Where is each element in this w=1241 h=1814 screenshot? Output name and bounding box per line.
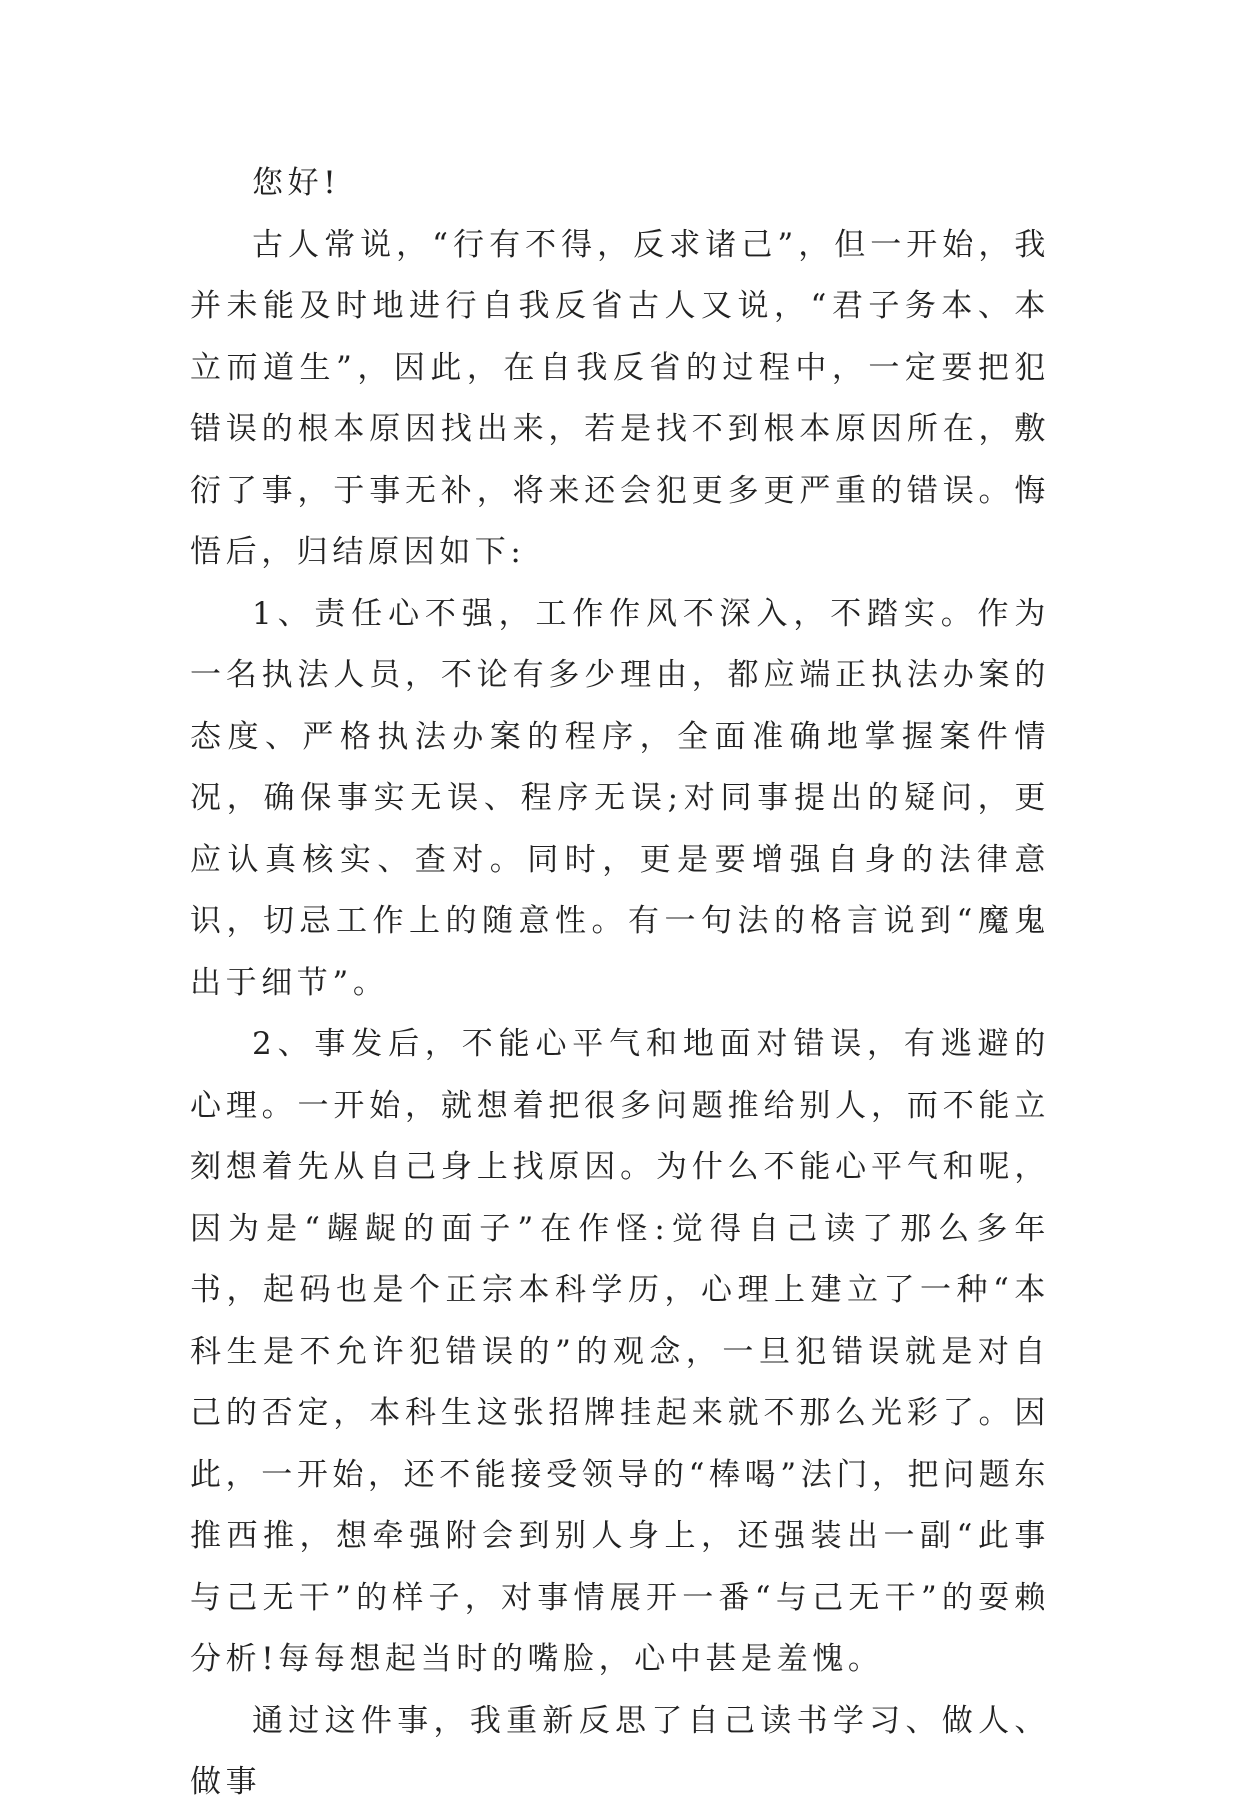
document-body (190, 153, 1050, 1814)
conclusion-paragraph: 通过这件事，我重新反思了自己读书学习、做人、做事 (190, 1702, 1050, 1800)
greeting-paragraph: 您好! (252, 165, 341, 201)
reflection-paragraph: 古人常说，“行有不得，反求诸己”，但一开始，我并未能及时地进行自我反省古人又说，“君子务本、本立而道生”，因此，在自我反省的过程中，一定要把犯错误的根本原因找出来，若是找不到根本原因所在，敷衍了事，于事无补，将来还会犯更多更严重的错误。悔悟后，归结原因如下: (190, 226, 1050, 570)
reason-one-paragraph: 1、责任心不强，工作作风不深入，不踏实。作为一名执法人员，不论有多少理由，都应端正执法办案的态度、严格执法办案的程序，全面准确地掌握案件情况，确保事实无误、程序无误;对同事提出的疑问，更应认真核实、查对。同时，更是要增强自身的法律意识，切忌工作上的随意性。有一句法的格言说到“魔鬼出于细节”。 (190, 595, 1050, 1001)
reason-two-paragraph: 2、事发后，不能心平气和地面对错误，有逃避的心理。一开始，就想着把很多问题推给别人，而不能立刻想着先从自己身上找原因。为什么不能心平气和呢，因为是“龌龊的面子”在作怪:觉得自己读了那么多年书，起码也是个正宗本科学历，心理上建立了一种“本科生是不允许犯错误的”的观念，一旦犯错误就是对自己的否定，本科生这张招牌挂起来就不那么光彩了。因此，一开始，还不能接受领导的“棒喝”法门，把问题东推西推，想牵强附会到别人身上，还强装出一副“此事与己无干”的样子，对事情展开一番“与己无干”的耍赖分析!每每想起当时的嘴脸，心中甚是羞愧。 (190, 1026, 1050, 1677)
